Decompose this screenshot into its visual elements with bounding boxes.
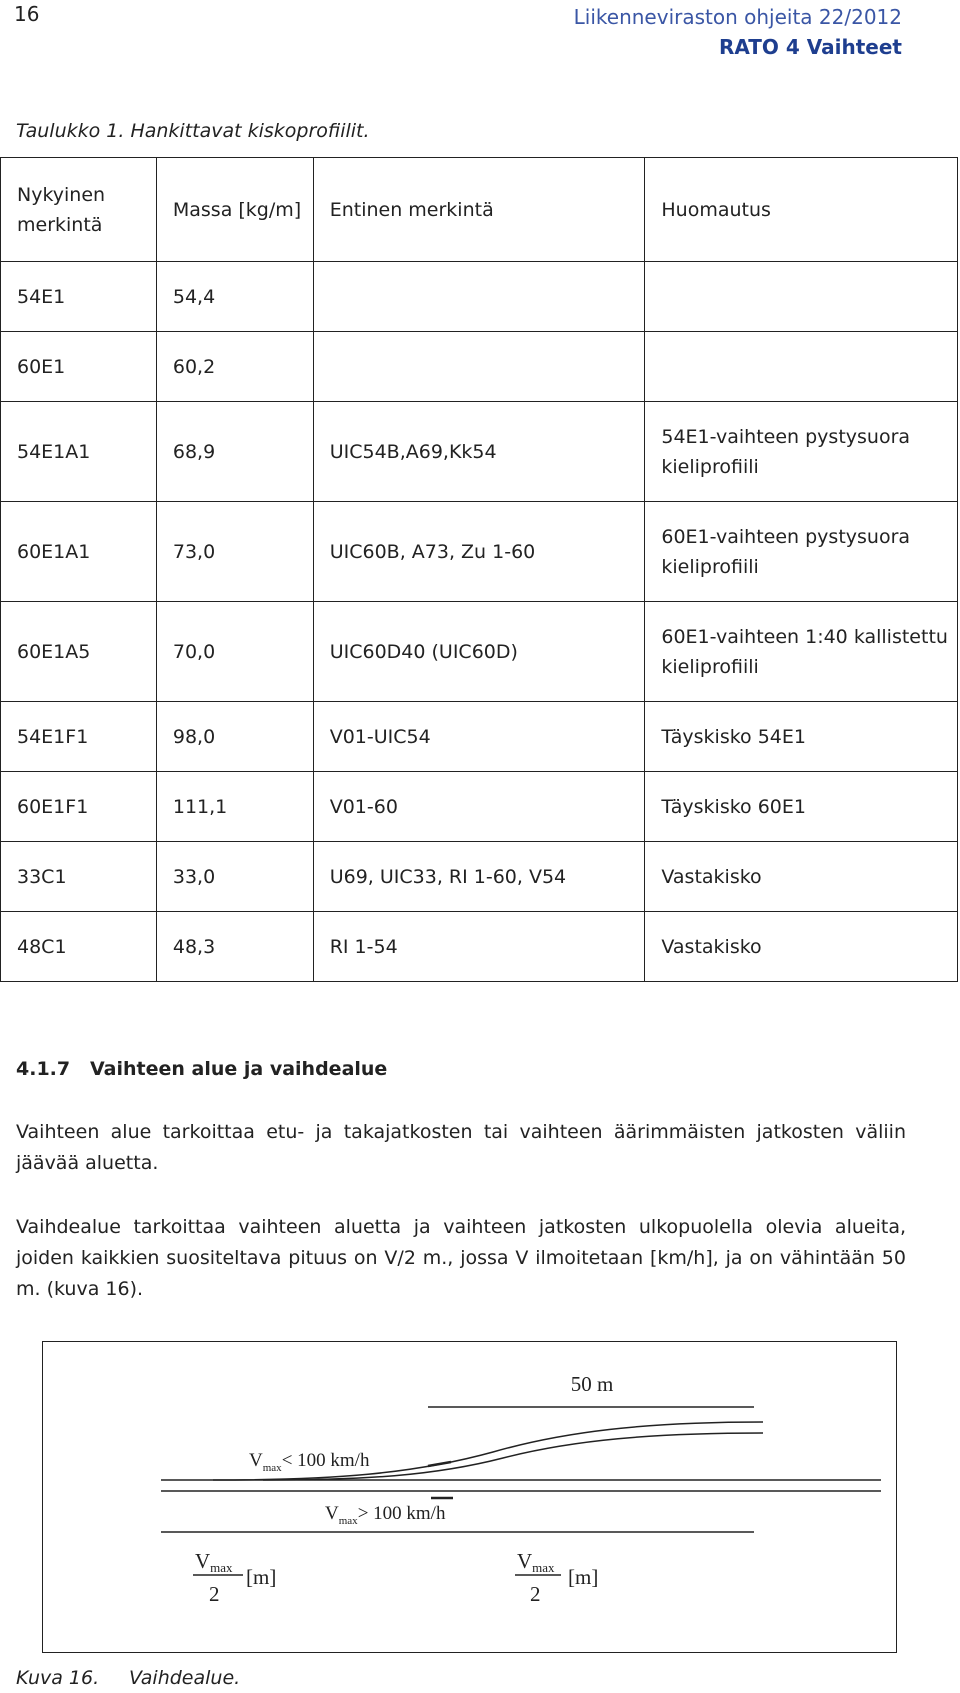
table-cell: 70,0 — [156, 602, 313, 702]
fraction-numerator — [517, 1549, 555, 1575]
table-cell: 54E1 — [1, 262, 157, 332]
table-cell: 60E1A1 — [1, 502, 157, 602]
table-cell: 60E1-vaihteen 1:40 kallistettu kieliprofiili — [645, 602, 958, 702]
table-cell: 33,0 — [156, 842, 313, 912]
fraction-denominator: 2 — [530, 1582, 541, 1606]
table-row — [1, 912, 958, 982]
table-row — [1, 262, 958, 332]
table-cell: UIC60B, A73, Zu 1-60 — [313, 502, 645, 602]
table-cell: 48C1 — [1, 912, 157, 982]
figure-caption-number: Kuva 16. — [16, 1667, 100, 1689]
table-cell: 48,3 — [156, 912, 313, 982]
table-caption: Taulukko 1. Hankittavat kiskoprofiilit. — [16, 120, 370, 142]
table-cell: 33C1 — [1, 842, 157, 912]
paragraph: Vaihdealue tarkoittaa vaihteen aluetta ja vaihteen jatkosten ulkopuolella olevia alueita, joiden kaikkien suositeltava pituus on V/2 m., jossa V ilmoitetaan [km/h], ja on vähintään 50 m. (kuva 16). — [16, 1216, 906, 1300]
header-series: Liikenneviraston ohjeita 22/2012 — [573, 5, 902, 29]
table-cell: UIC54B,A69,Kk54 — [313, 402, 645, 502]
speed-label-low — [249, 1450, 370, 1474]
table-cell: RI 1-54 — [313, 912, 645, 982]
table-row — [1, 772, 958, 842]
speed-label-high — [325, 1503, 446, 1527]
table-cell: 54E1-vaihteen pystysuora kieliprofiili — [645, 402, 958, 502]
rail-profile-table — [0, 157, 958, 982]
v-symbol: V — [517, 1549, 533, 1573]
paragraph: Vaihteen alue tarkoittaa etu- ja takajatkosten tai vaihteen äärimmäisten jatkosten väliin jäävää aluetta. — [16, 1121, 906, 1174]
table-cell: Täyskisko 60E1 — [645, 772, 958, 842]
table-cell — [645, 262, 958, 332]
v-symbol: V — [325, 1503, 339, 1524]
table-cell: 60,2 — [156, 332, 313, 402]
table-row — [1, 602, 958, 702]
fraction-numerator — [195, 1549, 233, 1575]
table-cell: Täyskisko 54E1 — [645, 702, 958, 772]
table-cell: V01-60 — [313, 772, 645, 842]
figure-switch-area — [42, 1341, 897, 1653]
table-cell: 98,0 — [156, 702, 313, 772]
table-row — [1, 332, 958, 402]
table-header-row — [1, 158, 958, 262]
section-title: Vaihteen alue ja vaihdealue — [90, 1058, 388, 1080]
table-cell — [313, 332, 645, 402]
column-header: Entinen merkintä — [313, 158, 645, 262]
column-header: Massa [kg/m] — [156, 158, 313, 262]
table-cell: Vastakisko — [645, 842, 958, 912]
fraction-denominator: 2 — [209, 1582, 220, 1606]
table-cell: UIC60D40 (UIC60D) — [313, 602, 645, 702]
max-subscript: max — [338, 1515, 358, 1527]
max-subscript: max — [210, 1560, 233, 1575]
table-cell: 60E1A5 — [1, 602, 157, 702]
running-header — [574, 2, 902, 62]
column-header: Nykyinen merkintä — [1, 158, 157, 262]
table-row — [1, 402, 958, 502]
unit-label: [m] — [568, 1565, 599, 1589]
table-cell: 54E1F1 — [1, 702, 157, 772]
column-header: Huomautus — [645, 158, 958, 262]
table-cell — [645, 332, 958, 402]
table-cell: 54E1A1 — [1, 402, 157, 502]
table-cell: Vastakisko — [645, 912, 958, 982]
switch-area-diagram — [43, 1342, 895, 1651]
table-cell: 60E1F1 — [1, 772, 157, 842]
max-subscript: max — [532, 1560, 555, 1575]
speed-value-low: < 100 km/h — [281, 1450, 370, 1471]
table-cell: 60E1 — [1, 332, 157, 402]
section-number: 4.1.7 — [16, 1058, 71, 1080]
v-symbol: V — [249, 1450, 263, 1471]
figure-caption-title: Vaihdealue. — [129, 1667, 241, 1689]
section-heading — [16, 1058, 387, 1080]
max-subscript: max — [262, 1462, 282, 1474]
table-cell: 73,0 — [156, 502, 313, 602]
table-cell — [313, 262, 645, 332]
figure-caption — [16, 1667, 240, 1689]
length-label: 50 m — [570, 1372, 614, 1396]
table-cell: 68,9 — [156, 402, 313, 502]
table-cell: 54,4 — [156, 262, 313, 332]
table-row — [1, 842, 958, 912]
table-cell: 111,1 — [156, 772, 313, 842]
header-document: RATO 4 Vaihteet — [718, 35, 902, 59]
unit-label: [m] — [246, 1565, 277, 1589]
v-symbol: V — [195, 1549, 211, 1573]
table-row — [1, 702, 958, 772]
table-row — [1, 502, 958, 602]
switch-joint-mark — [428, 1462, 451, 1466]
table-cell: 60E1-vaihteen pystysuora kieliprofiili — [645, 502, 958, 602]
page-number: 16 — [14, 2, 40, 26]
speed-value-high: > 100 km/h — [357, 1503, 446, 1524]
table-cell: U69, UIC33, RI 1-60, V54 — [313, 842, 645, 912]
table-cell: V01-UIC54 — [313, 702, 645, 772]
